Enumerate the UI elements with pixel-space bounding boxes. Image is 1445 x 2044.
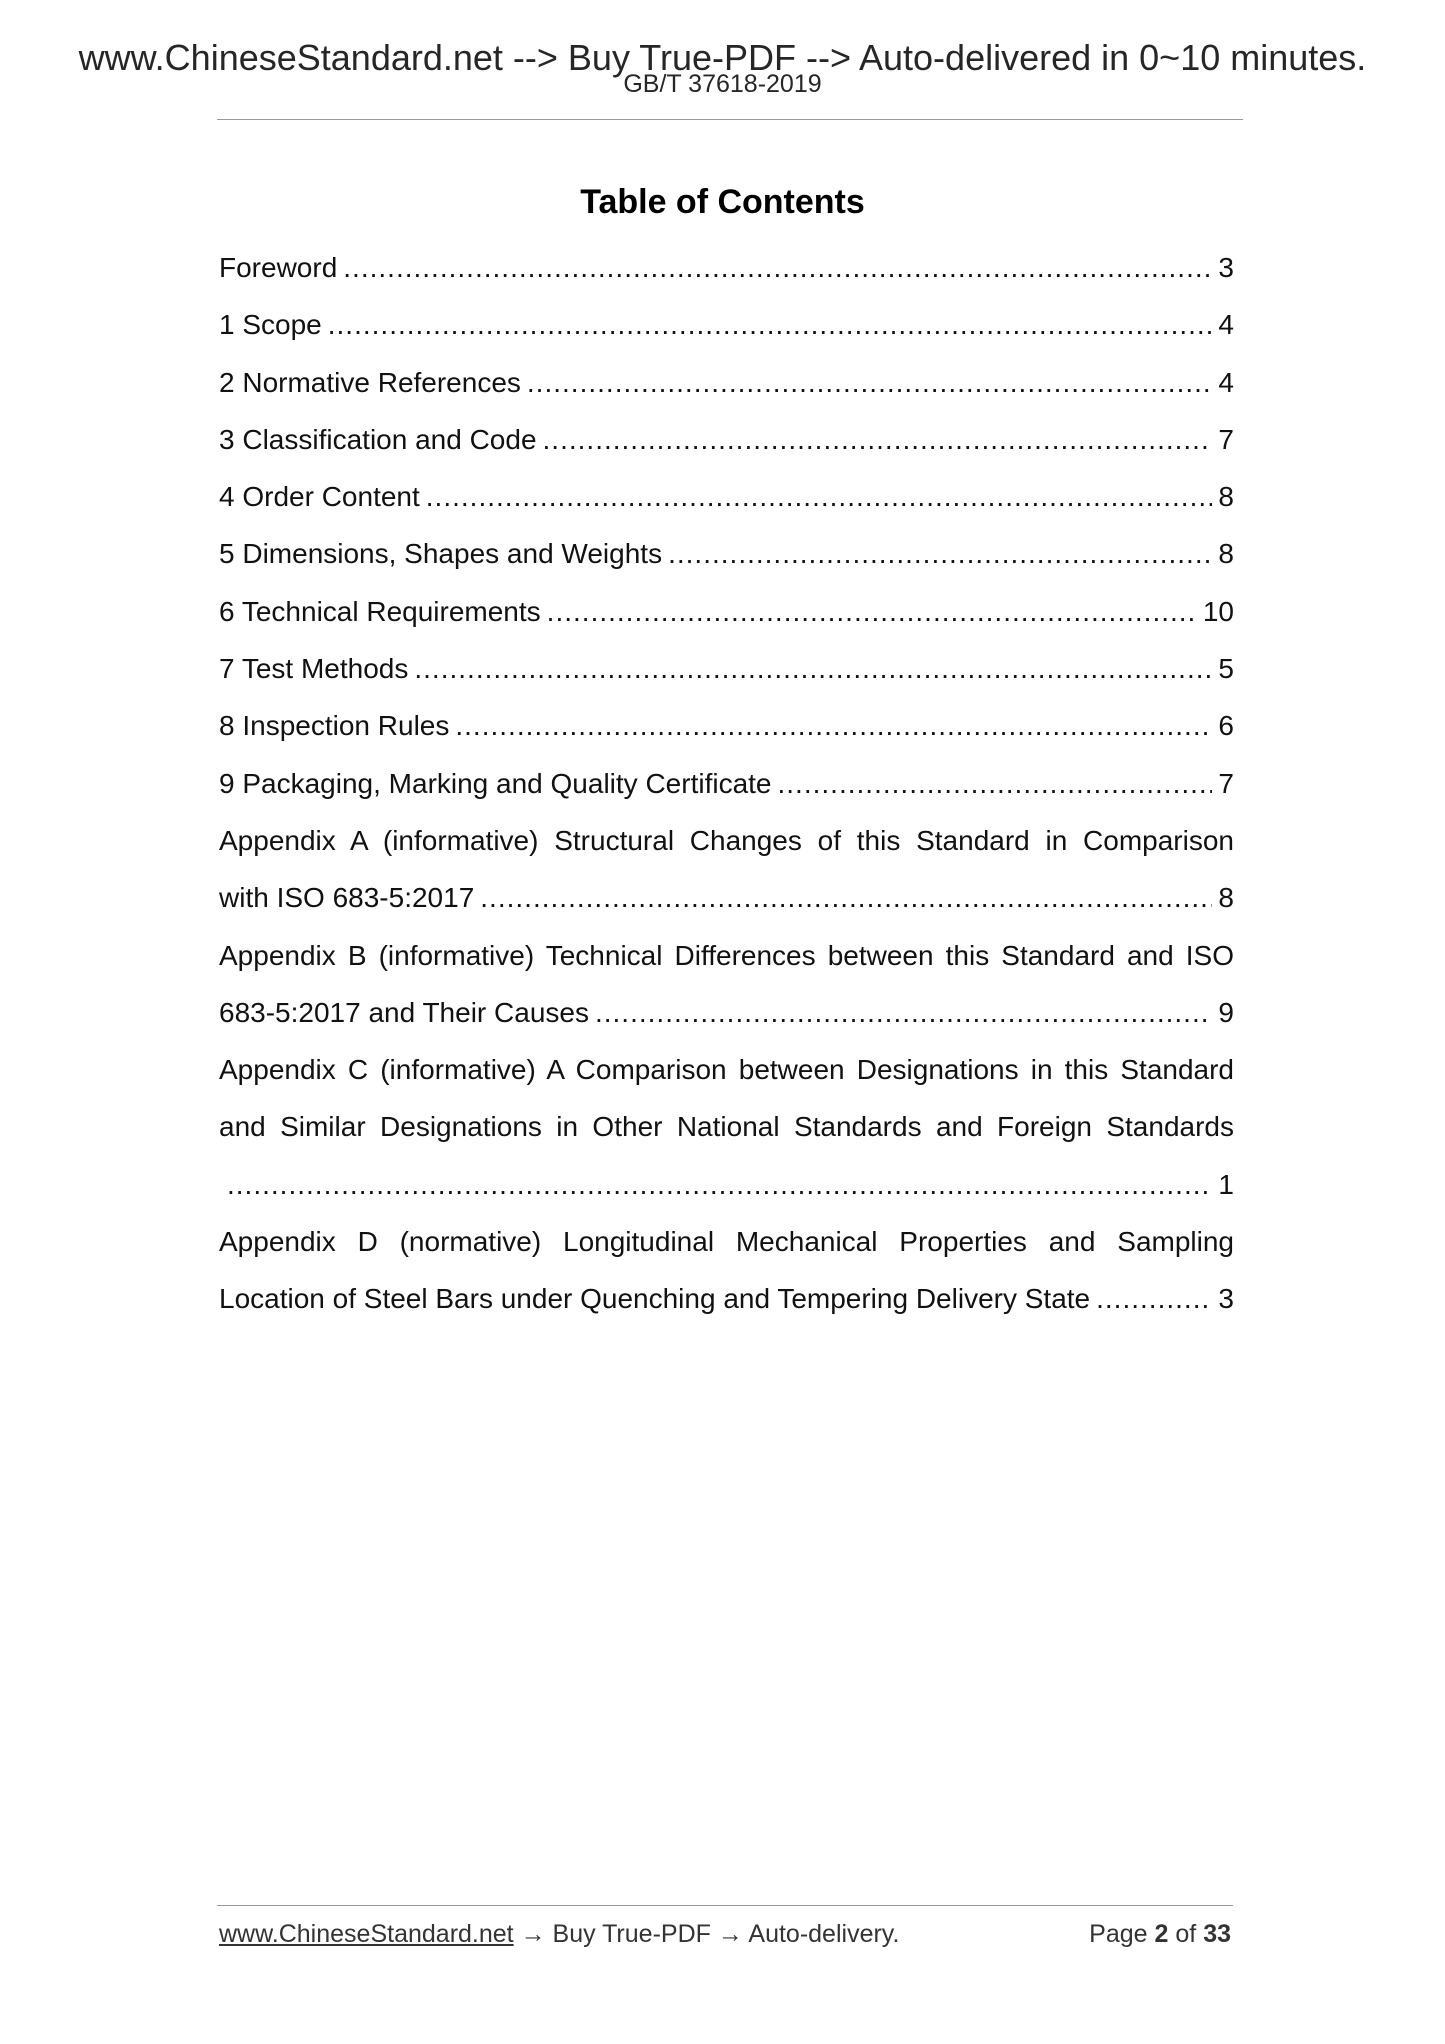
toc-leader-dots xyxy=(426,475,1213,519)
toc-leader-dots xyxy=(227,1163,1212,1207)
total-pages: 33 xyxy=(1203,1920,1231,1948)
toc-entry-page: 10 xyxy=(1202,595,1234,627)
toc-entry-label: 2 Normative References xyxy=(219,366,521,398)
footer-site-link[interactable]: www.ChineseStandard.net xyxy=(219,1920,514,1948)
page-number xyxy=(1089,1918,1231,1950)
toc-entry-page: 9 xyxy=(1218,996,1234,1028)
toc-entry-label: 7 Test Methods xyxy=(219,653,409,685)
toc-entry-page: 3 xyxy=(1218,252,1234,283)
toc-entry-page: 4 xyxy=(1218,309,1234,341)
toc-leader-dots xyxy=(328,303,1213,347)
footer-divider xyxy=(217,1905,1233,1906)
toc-leader-dots xyxy=(480,876,1212,920)
toc-entry-appendix-c-line1[interactable]: Appendix C (informative) A Comparison between Designations in this Standard xyxy=(219,1054,1234,1086)
toc-entry-classification[interactable] xyxy=(219,418,1234,475)
toc-entry-inspection-rules[interactable] xyxy=(219,704,1234,761)
toc-entry-page: 4 xyxy=(1218,366,1234,398)
toc-entry-test-methods[interactable] xyxy=(219,647,1234,704)
toc-leader-dots xyxy=(527,361,1213,405)
toc-entry-label: Foreword xyxy=(219,252,338,283)
page-footer xyxy=(219,1918,1231,1950)
toc-entry-page: 7 xyxy=(1218,767,1234,799)
toc-entry-page: 7 xyxy=(1218,423,1234,455)
footer-left xyxy=(219,1918,899,1950)
document-code: GB/T 37618-2019 xyxy=(623,70,822,98)
toc-entry-label: 683-5:2017 and Their Causes xyxy=(219,996,589,1028)
toc-leader-dots xyxy=(547,590,1197,634)
toc-entry-packaging[interactable] xyxy=(219,762,1234,819)
toc-entry-label: Location of Steel Bars under Quenching and Tempering Delivery State xyxy=(219,1283,1091,1315)
footer-tagline: → Buy True-PDF → Auto-delivery. xyxy=(513,1920,900,1948)
toc-entry-page: 8 xyxy=(1218,882,1234,914)
toc-entry-label: 5 Dimensions, Shapes and Weights xyxy=(219,538,663,570)
toc-leader-dots xyxy=(455,704,1212,748)
toc-entry-appendix-a-line1[interactable]: Appendix A (informative) Structural Changes of this Standard in Comparison xyxy=(219,824,1234,856)
toc-entry-label: 4 Order Content xyxy=(219,481,420,513)
toc-entry-page: 8 xyxy=(1218,481,1234,513)
toc-entry-appendix-d[interactable] xyxy=(219,1277,1234,1334)
toc-entry-label: 3 Classification and Code xyxy=(219,423,537,455)
toc-entry-label: 6 Technical Requirements xyxy=(219,595,541,627)
header-divider xyxy=(217,119,1243,120)
toc-entry-page: 3 xyxy=(1218,1283,1234,1315)
toc-entry-normative-references[interactable] xyxy=(219,361,1234,418)
page-word: Page xyxy=(1089,1920,1148,1948)
toc-entry-appendix-c[interactable] xyxy=(219,1163,1234,1220)
toc-leader-dots xyxy=(414,647,1212,691)
table-of-contents xyxy=(219,246,1234,1335)
toc-entry-label: with ISO 683-5:2017 xyxy=(219,882,475,914)
toc-entry-label: 1 Scope xyxy=(219,309,322,341)
toc-entry-appendix-c-line2[interactable]: and Similar Designations in Other National Standards and Foreign Standards xyxy=(219,1111,1234,1143)
toc-entry-page: 6 xyxy=(1218,710,1234,742)
of-word: of xyxy=(1175,1920,1197,1948)
toc-leader-dots xyxy=(595,991,1212,1035)
toc-leader-dots xyxy=(668,532,1212,576)
toc-leader-dots xyxy=(343,246,1212,290)
toc-entry-order-content[interactable] xyxy=(219,475,1234,532)
toc-entry-foreword[interactable] xyxy=(219,246,1234,303)
top-banner: www.ChineseStandard.net --> Buy True-PDF --> Auto-delivered in 0~10 minutes. xyxy=(78,37,1367,78)
toc-entry-dimensions[interactable] xyxy=(219,532,1234,589)
toc-entry-appendix-b-line1[interactable]: Appendix B (informative) Technical Differences between this Standard and ISO xyxy=(219,939,1234,971)
toc-entry-appendix-a[interactable] xyxy=(219,876,1234,933)
toc-entry-label: 8 Inspection Rules xyxy=(219,710,450,742)
toc-entry-appendix-d-line1[interactable]: Appendix D (normative) Longitudinal Mechanical Properties and Sampling xyxy=(219,1226,1234,1258)
toc-leader-dots xyxy=(778,762,1213,806)
toc-entry-label: 9 Packaging, Marking and Quality Certificate xyxy=(219,767,772,799)
toc-entry-appendix-b[interactable] xyxy=(219,991,1234,1048)
toc-entry-page: 8 xyxy=(1218,538,1234,570)
current-page: 2 xyxy=(1154,1920,1169,1948)
toc-leader-dots xyxy=(1096,1277,1212,1321)
toc-entry-page: 5 xyxy=(1218,653,1234,685)
toc-entry-scope[interactable] xyxy=(219,303,1234,360)
toc-entry-page: 1 xyxy=(1218,1168,1234,1200)
toc-leader-dots xyxy=(543,418,1213,462)
toc-entry-technical-requirements[interactable] xyxy=(219,590,1234,647)
toc-title: Table of Contents xyxy=(580,183,865,221)
